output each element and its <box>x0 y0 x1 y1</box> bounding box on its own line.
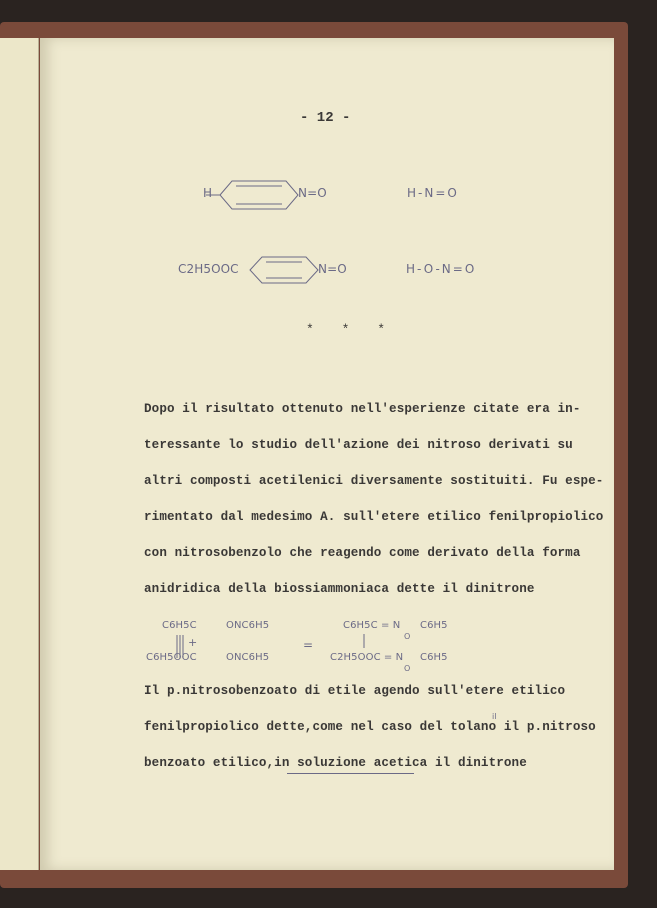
paragraph-2-line-1: Il p.nitrosobenzoato di etile agendo sull'etere etilico <box>144 684 566 698</box>
formula-2-ester: C2H5OOC <box>178 262 239 276</box>
paragraph-2-line-3: benzoato etilico,in soluzione acetica il dinitrone <box>144 756 527 770</box>
formula-1-h: H <box>203 186 213 200</box>
underline-soluzione-acetica <box>287 773 414 774</box>
reactant-2: C6H5OOC <box>146 652 197 663</box>
page-number: - 12 - <box>300 110 351 126</box>
benzene-ring-1 <box>220 181 298 209</box>
product-phenyl-2: C6H5 <box>420 652 448 663</box>
paragraph-2-line-2: fenilpropiolico dette,come nel caso del tolano il p.nitroso <box>144 720 596 734</box>
formula-drawings <box>40 38 614 870</box>
formula-1-right: H-N=O <box>407 186 459 200</box>
paragraph-1-line-3: altri composti acetilenici diversamente sostituiti. Fu espe- <box>144 474 604 488</box>
reagent-2: ONC6H5 <box>226 652 270 663</box>
handwritten-correction: il <box>492 712 497 721</box>
section-separator: * * * <box>306 322 396 337</box>
product-line-2: C2H5OOC = N <box>330 652 404 663</box>
paragraph-1-line-4: rimentato dal medesimo A. sull'etere etilico fenilpropiolico <box>144 510 604 524</box>
product-phenyl-1: C6H5 <box>420 620 448 631</box>
left-page-edge <box>0 38 39 870</box>
formula-1-nitroso: N=O <box>298 186 327 200</box>
paragraph-1-line-1: Dopo il risultato ottenuto nell'esperienze citate era in- <box>144 402 581 416</box>
product-oxygen-2: O <box>404 664 411 673</box>
paragraph-1-line-6: anidridica della biossiammoniaca dette il dinitrone <box>144 582 535 596</box>
formula-2-right: H-O-N=O <box>406 262 477 276</box>
product-line-1: C6H5C = N <box>343 620 401 631</box>
paragraph-1-line-2: teressante lo studio dell'azione dei nitroso derivati su <box>144 438 573 452</box>
document-page <box>40 38 614 870</box>
reagent-1: ONC6H5 <box>226 620 270 631</box>
benzene-ring-2 <box>250 257 318 283</box>
product-oxygen-1: O <box>404 632 411 641</box>
reactant-1: C6H5C <box>162 620 197 631</box>
plus-sign: + <box>188 636 198 649</box>
paragraph-1-line-5: con nitrosobenzolo che reagendo come derivato della forma <box>144 546 581 560</box>
formula-2-nitroso: N=O <box>318 262 347 276</box>
equals-sign: = <box>303 638 314 652</box>
